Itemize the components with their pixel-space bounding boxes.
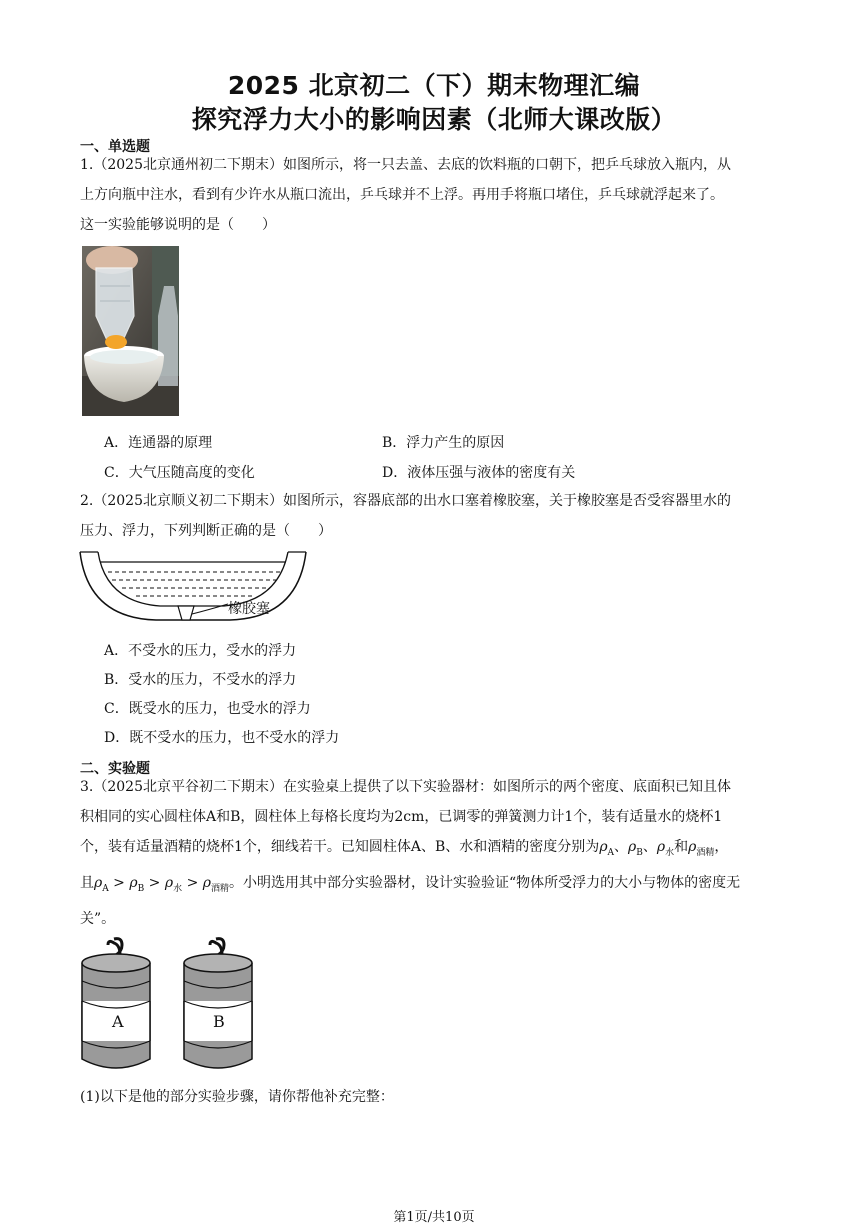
q1-option-b[interactable]: B．浮力产生的原因 (382, 435, 505, 451)
q2-option-c[interactable]: C．既受水的压力，也受水的浮力 (104, 701, 311, 717)
q2-option-a[interactable]: A．不受水的压力，受水的浮力 (104, 643, 297, 659)
cylinder-b-label: B (213, 1012, 225, 1031)
q2-option-b[interactable]: B．受水的压力，不受水的浮力 (104, 672, 297, 688)
question-2-line: 压力、浮力，下列判断正确的是（ ） (80, 523, 332, 539)
plug-label: 橡胶塞 (228, 601, 270, 617)
question-1-text (80, 150, 790, 240)
question-3-line: 3.（2025北京平谷初二下期末）在实验桌上提供了以下实验器材：如图所示的两个密度、底面积已知且体 (80, 779, 731, 795)
question-1-line: 上方向瓶中注水，看到有少许水从瓶口流出，乒乓球并不上浮。再用手将瓶口堵住，乒乓球就浮起来了。 (80, 187, 724, 203)
q2-option-d[interactable]: D．既不受水的压力，也不受水的浮力 (104, 730, 340, 746)
bottle-experiment-photo (82, 246, 179, 416)
section-single-choice: 一、单选题 (80, 139, 150, 155)
page-subtitle: 探究浮力大小的影响因素（北师大课改版） (191, 105, 677, 134)
cylinder-a-label: A (112, 1012, 124, 1031)
question-1-line: 1.（2025北京通州初二下期末）如图所示，将一只去盖、去底的饮料瓶的口朝下，把乒乓球放入瓶内，从 (80, 157, 731, 173)
cylinder-a (82, 939, 150, 1068)
question-2-text (80, 486, 790, 546)
page-title: 2025 北京初二（下）期末物理汇编 (227, 71, 641, 100)
question-3-line: 关”。 (80, 910, 116, 927)
q1-option-c[interactable]: C．大气压随高度的变化 (104, 465, 255, 481)
section-experiment: 二、实验题 (80, 761, 150, 777)
question-1-line: 这一实验能够说明的是（ ） (80, 217, 276, 233)
question-3-text (80, 772, 790, 934)
container-diagram (78, 548, 308, 630)
question-3-line: 个，装有适量酒精的烧杯1个，细线若干。已知圆柱体A、B、水和酒精的密度分别为$\rho_A$、$\rho_B$、$\rho_水$和$\rho_{酒精}$， (80, 839, 729, 858)
q1-option-a[interactable]: A．连通器的原理 (104, 435, 213, 451)
question-3-line: 积相同的实心圆柱体A和B，圆柱体上每格长度均为2cm，已调零的弹簧测力计1个，装有适量水的烧杯1 (80, 809, 723, 825)
page-footer: 第1页/共10页 (393, 1210, 475, 1225)
cylinders-diagram (78, 935, 258, 1073)
question-3-line: 且$\rho_A > \rho_B > \rho_水 > \rho_{酒精}$。小明选用其中部分实验器材，设计实验验证“物体所受浮力的大小与物体的密度无 (80, 874, 741, 894)
q1-option-d[interactable]: D．液体压强与液体的密度有关 (382, 465, 576, 481)
question-2-line: 2.（2025北京顺义初二下期末）如图所示，容器底部的出水口塞着橡胶塞，关于橡胶塞是否受容器里水的 (80, 493, 731, 509)
cylinder-b (184, 939, 252, 1068)
question-3-step-1: (1)以下是他的部分实验步骤，请你帮他补充完整： (80, 1089, 394, 1105)
